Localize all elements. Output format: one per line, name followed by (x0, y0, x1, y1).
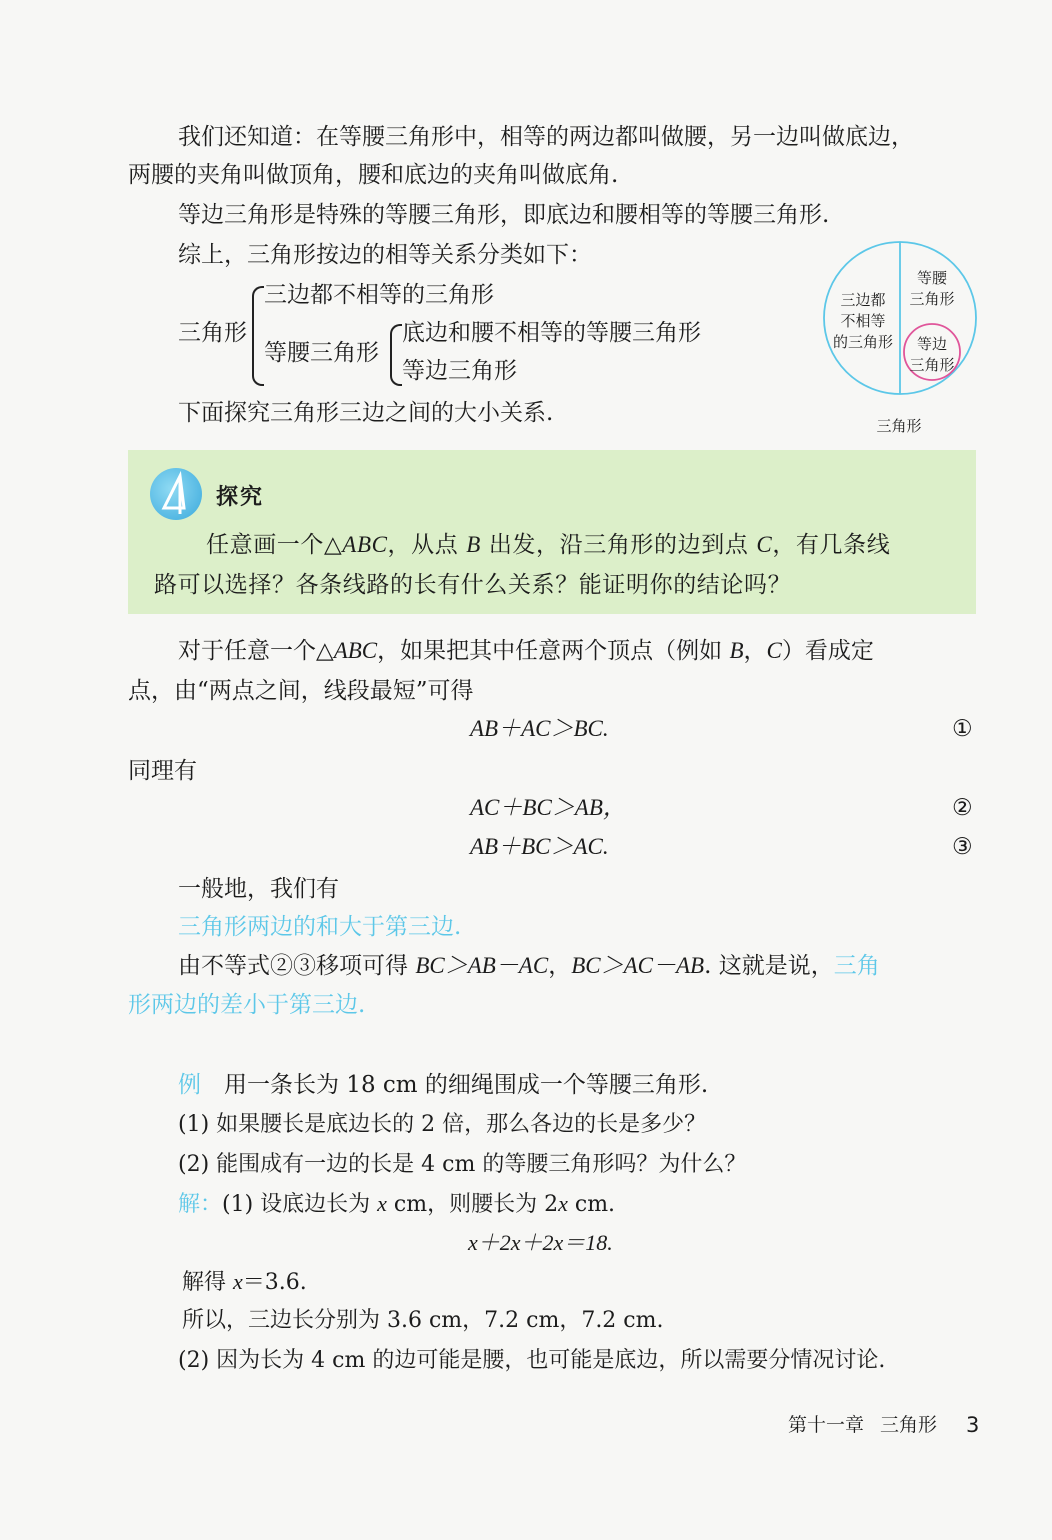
venn-label-equilateral: 等边 三角形 (909, 335, 955, 374)
general-statement: 一般地，我们有 (178, 876, 339, 902)
classification-isosceles: 等腰三角形 (264, 340, 379, 366)
example-stem: 例 用一条长为 18 cm 的细绳围成一个等腰三角形. (178, 1072, 709, 1098)
example-question-2: (2) 能围成有一边的长是 4 cm 的等腰三角形吗？为什么？ (178, 1152, 747, 1177)
classification-brace-outer (252, 286, 264, 386)
explore-question-line-1: 任意画一个△ABC，从点 B 出发，沿三角形的边到点 C，有几条线 (206, 532, 891, 558)
inequality-2-number: ② (952, 795, 973, 821)
example-label: 例 (178, 1072, 201, 1098)
intro-paragraph-1-line-1: 我们还知道：在等腰三角形中，相等的两边都叫做腰，另一边叫做底边， (178, 124, 914, 150)
solution-equation: x＋2x＋2x＝18. (468, 1230, 613, 1255)
solution-label: 解： (178, 1192, 223, 1217)
intro-paragraph-3: 综上，三角形按边的相等关系分类如下： (178, 242, 592, 268)
theorem-difference: 形两边的差小于第三边. (128, 992, 366, 1018)
classification-brace-inner (390, 324, 402, 386)
solution-part-2: (2) 因为长为 4 cm 的边可能是腰，也可能是底边，所以需要分情况讨论. (178, 1348, 886, 1373)
intro-paragraph-2: 等边三角形是特殊的等腰三角形，即底边和腰相等的等腰三角形. (178, 202, 830, 228)
explore-question-line-2: 路可以选择？各条线路的长有什么关系？能证明你的结论吗？ (154, 572, 792, 598)
explore-title: 探究 (216, 485, 265, 510)
transposition-line: 由不等式②③移项可得 BC＞AB－AC，BC＞AC－AB. 这就是说，三角 (178, 953, 880, 979)
classification-equilateral: 等边三角形 (402, 358, 517, 384)
classification-root: 三角形 (178, 320, 247, 346)
classification-scalene: 三边都不相等的三角形 (264, 282, 494, 308)
page-number: 3 (966, 1413, 980, 1437)
inequality-1: AB＋AC＞BC. (470, 716, 609, 741)
inequality-2: AC＋BC＞AB， (470, 795, 626, 820)
inequality-1-number: ① (952, 716, 973, 742)
venn-label-isosceles: 等腰 三角形 (909, 269, 955, 308)
footer-title: 三角形 (880, 1414, 938, 1436)
footer-chapter: 第十一章 (788, 1414, 865, 1436)
theorem-sum: 三角形两边的和大于第三边. (178, 914, 462, 940)
intro-paragraph-1-line-2: 两腰的夹角叫做顶角，腰和底边的夹角叫做底角. (128, 162, 619, 188)
solution-solve: 解得 x＝3.6. (182, 1269, 307, 1295)
proof-line-1: 对于任意一个△ABC，如果把其中任意两个顶点（例如 B，C）看成定 (178, 638, 874, 664)
proof-line-2: 点，由“两点之间，线段最短”可得 (128, 678, 474, 704)
solution-answer: 所以，三边长分别为 3.6 cm，7.2 cm，7.2 cm. (182, 1308, 664, 1333)
inequality-3-number: ③ (952, 834, 973, 860)
example-question-1: (1) 如果腰长是底边长的 2 倍，那么各边的长是多少？ (178, 1112, 707, 1137)
venn-caption: 三角形 (876, 417, 922, 435)
classification-iso-non-equilateral: 底边和腰不相等的等腰三角形 (402, 320, 701, 346)
venn-label-scalene: 三边都 不相等 的三角形 (832, 291, 893, 351)
explore-icon (150, 468, 202, 520)
inequality-3: AB＋BC＞AC. (470, 834, 609, 859)
lead-in-text: 下面探究三角形三边之间的大小关系. (178, 400, 554, 426)
same-reasoning-text: 同理有 (128, 758, 197, 784)
solution-part-1: 解：(1) 设底边长为 x cm，则腰长为 2x cm. (178, 1191, 616, 1217)
